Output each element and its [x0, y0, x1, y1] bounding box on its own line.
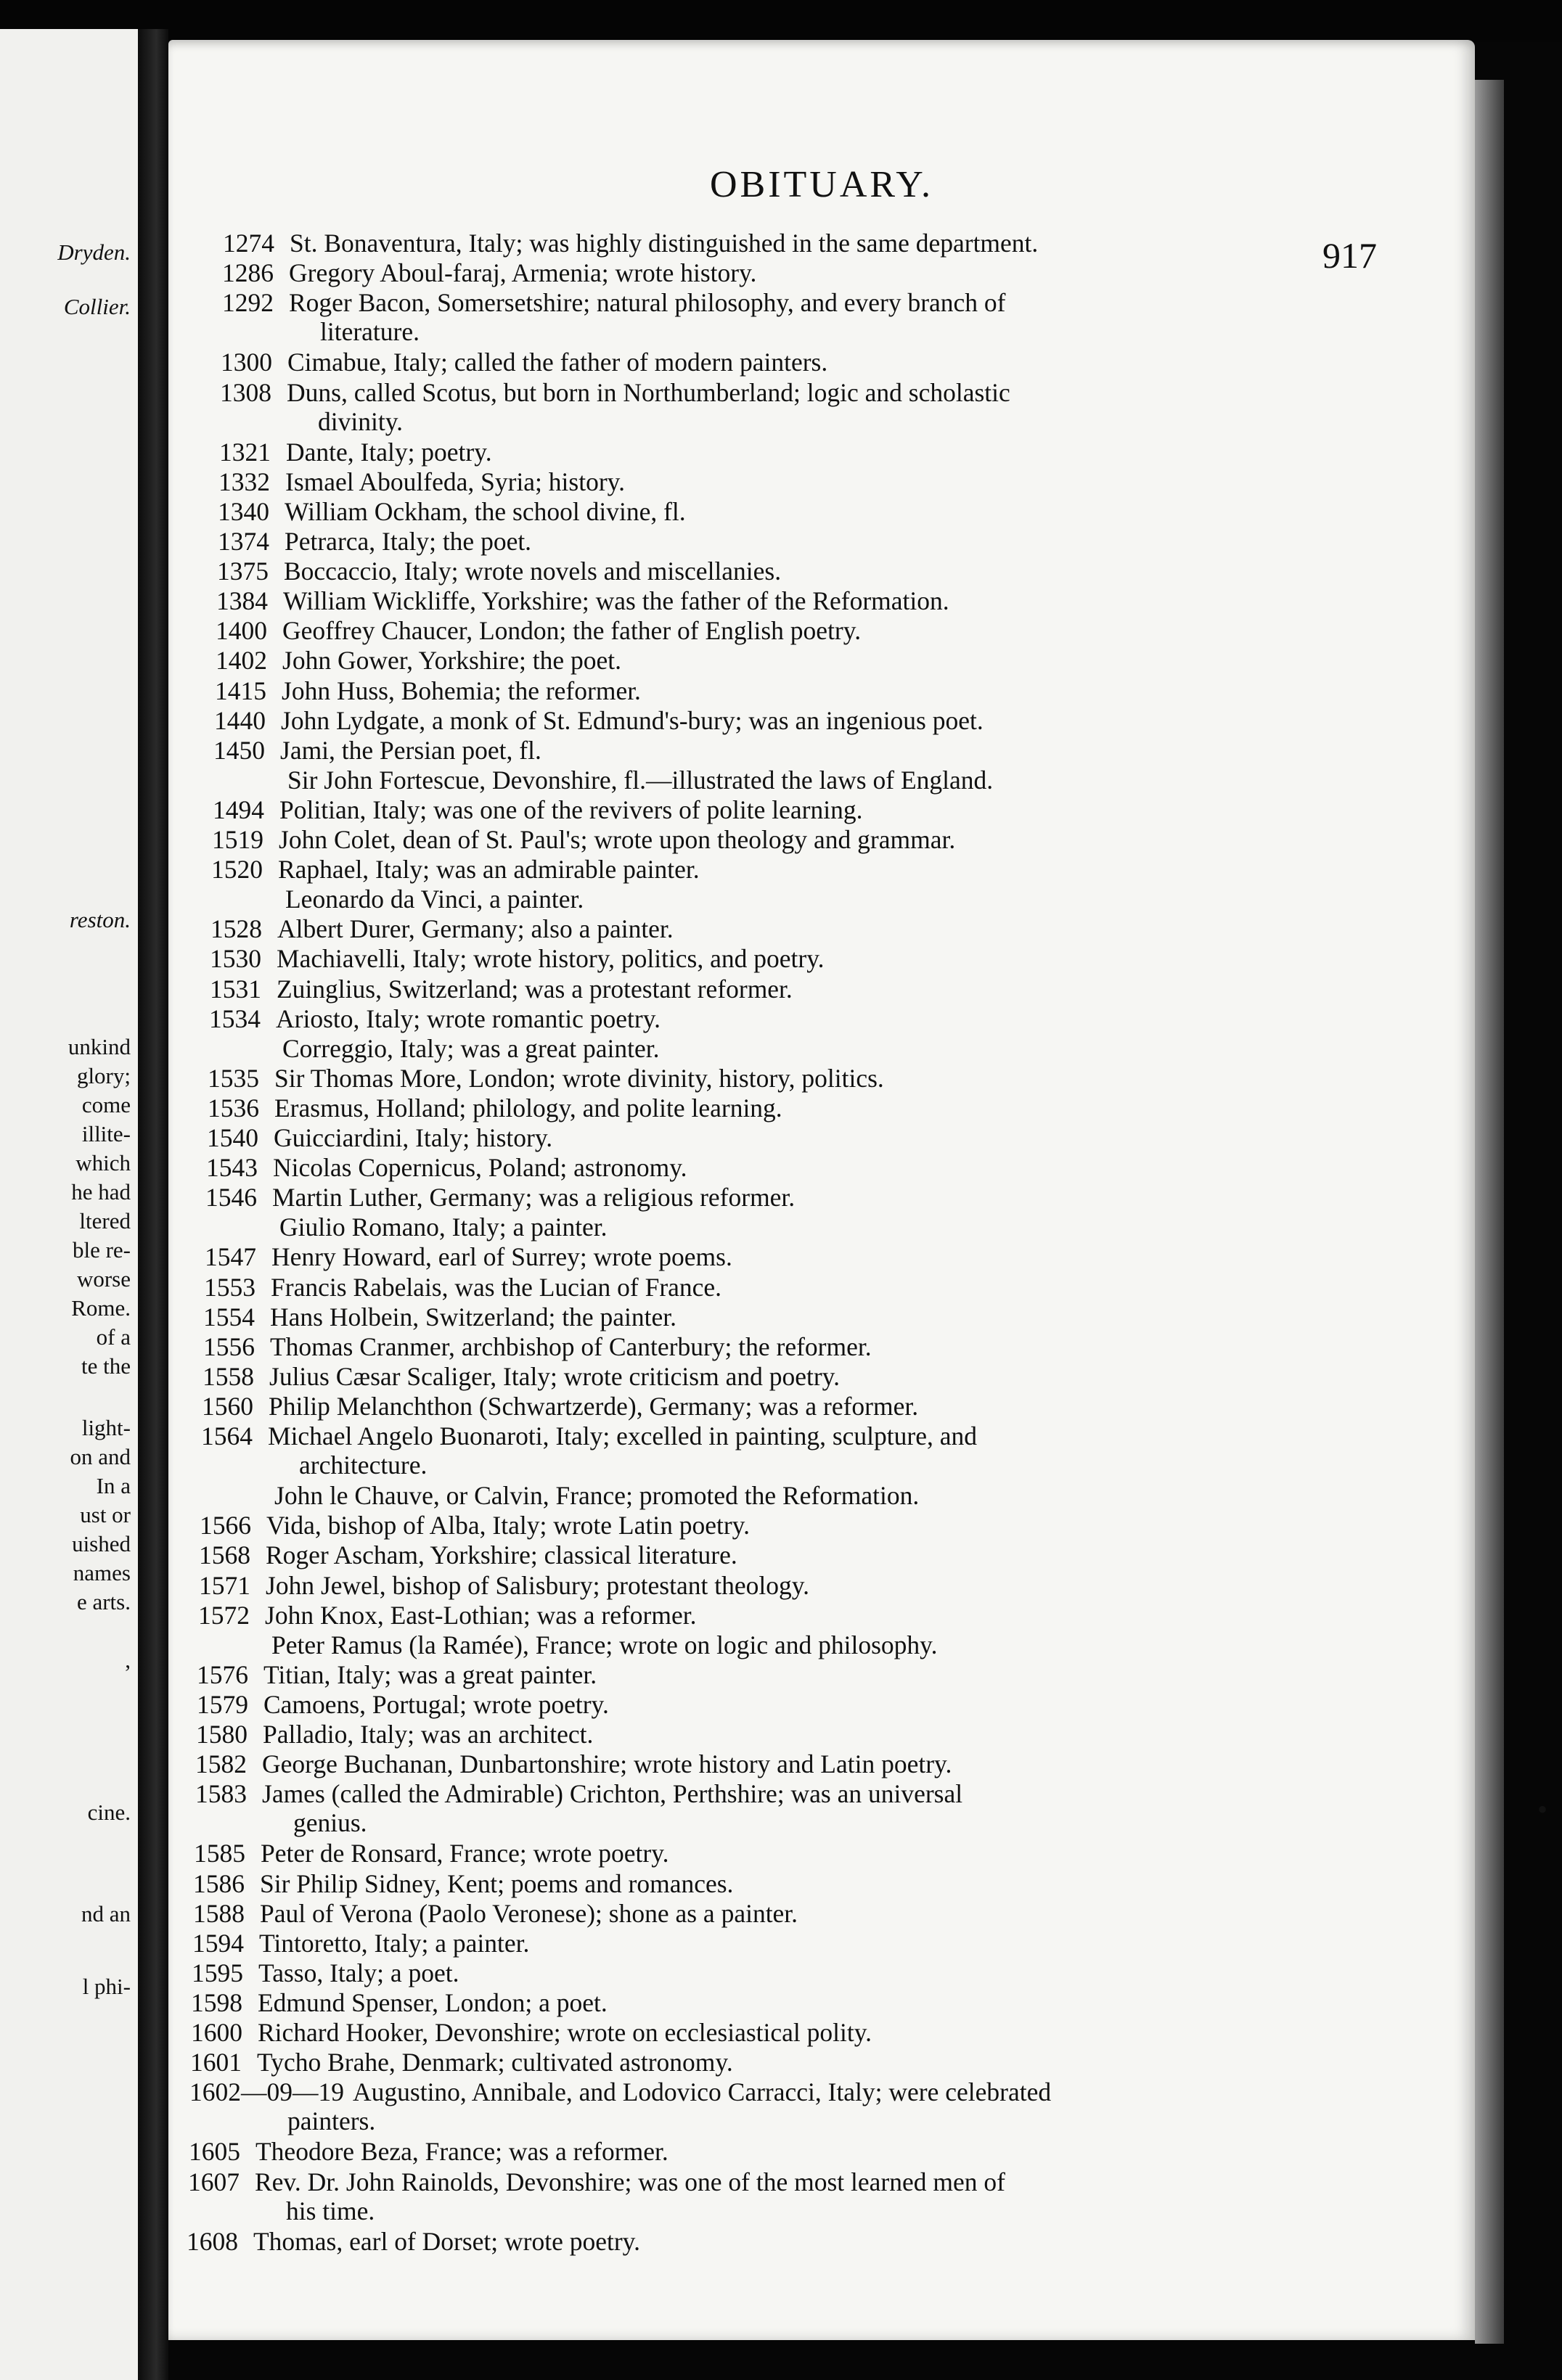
obituary-entry: [190, 2048, 733, 2077]
obituary-entry: [213, 766, 993, 795]
obituary-entry: [191, 1988, 608, 2017]
entry-year: 1494: [213, 795, 264, 824]
obituary-entry: [200, 1511, 750, 1540]
entry-year: 1321: [219, 437, 271, 467]
obituary-entry: [202, 1392, 918, 1421]
obituary-entry: [197, 1690, 609, 1719]
facing-page-fragment: uished: [72, 1531, 131, 1556]
obituary-entry: [212, 825, 955, 854]
entry-text: Theodore Beza, France; was a reformer.: [255, 2137, 668, 2167]
entry-text: Dante, Italy; poetry.: [286, 437, 492, 467]
entry-text: Sir John Fortescue, Devonshire, fl.—illustrated the laws of England.: [287, 765, 994, 795]
facing-page-fragment: ltered: [79, 1208, 131, 1234]
obituary-entry: [199, 1571, 809, 1600]
entry-year: 1585: [194, 1839, 245, 1868]
entry-text: Julius Cæsar Scaliger, Italy; wrote criticism and poetry.: [269, 1361, 840, 1391]
entry-text: Guicciardini, Italy; history.: [274, 1123, 553, 1152]
entry-text: Philip Melanchthon (Schwartzerde), Germany; was a reformer.: [269, 1391, 919, 1421]
obituary-entry: [209, 1004, 661, 1033]
entry-year: 1571: [199, 1570, 250, 1600]
facing-page-fragment: Rome.: [71, 1295, 131, 1321]
obituary-entry: [216, 646, 621, 675]
entry-year: 1402: [216, 646, 267, 676]
obituary-entry: [193, 1899, 798, 1928]
obituary-entry: [194, 1839, 669, 1868]
entry-text: Peter Ramus (la Ramée), France; wrote on logic and philosophy.: [271, 1630, 938, 1659]
entry-continuation: literature.: [320, 317, 420, 347]
entry-text: William Ockham, the school divine, fl.: [285, 496, 686, 526]
book-gutter: [138, 29, 168, 2380]
entry-text: Roger Bacon, Somersetshire; natural philosophy, and every branch of: [289, 288, 1006, 318]
facing-page-fragment: e arts.: [76, 1589, 131, 1614]
entry-text: John Knox, East-Lothian; was a reformer.: [265, 1600, 697, 1630]
entry-text: Ariosto, Italy; wrote romantic poetry.: [276, 1004, 661, 1033]
entry-year: 1586: [193, 1868, 245, 1898]
facing-page-fragment: In a: [96, 1473, 131, 1498]
entry-text: George Buchanan, Dunbartonshire; wrote history and Latin poetry.: [262, 1749, 952, 1779]
obituary-entry: [217, 557, 781, 586]
scan-top-band: [0, 0, 1562, 42]
entry-year: 1530: [210, 944, 261, 974]
facing-page-fragment: names: [73, 1560, 131, 1585]
entry-year: 1535: [208, 1063, 259, 1093]
obituary-entry: [210, 914, 674, 943]
obituary-entry: [203, 1302, 676, 1331]
facing-page-fragment: reston.: [69, 907, 131, 932]
entry-year: 1595: [192, 1958, 243, 1987]
entry-text: John Jewel, bishop of Salisbury; protestant theology.: [266, 1570, 810, 1600]
entry-text: James (called the Admirable) Crichton, Perthshire; was an universal: [262, 1779, 963, 1809]
entry-text: Camoens, Portugal; wrote poetry.: [263, 1689, 609, 1719]
entry-text: John Gower, Yorkshire; the poet.: [282, 646, 621, 676]
obituary-entry: [188, 2167, 1005, 2225]
facing-page-fragment: Dryden.: [57, 239, 131, 265]
entry-year: 1553: [204, 1272, 255, 1302]
obituary-entry: [210, 944, 825, 973]
facing-page-fragment: ,: [125, 1647, 131, 1673]
obituary-entry: [220, 378, 1010, 436]
entry-text: Albert Durer, Germany; also a painter.: [277, 914, 674, 944]
entry-text: Tycho Brahe, Denmark; cultivated astronomy.: [257, 2048, 733, 2077]
facing-page-fragment: cine.: [87, 1800, 131, 1825]
facing-page-fragment: light-: [81, 1415, 131, 1440]
obituary-entry: [196, 1720, 593, 1749]
obituary-entry: [218, 467, 625, 496]
facing-page-fragment: worse: [76, 1266, 131, 1292]
entry-year: 1400: [216, 616, 267, 646]
obituary-entry: [201, 1421, 977, 1480]
entry-text: John Huss, Bohemia; the reformer.: [282, 676, 641, 705]
entry-continuation: his time.: [286, 2196, 375, 2225]
obituary-entry: [189, 2077, 1051, 2135]
entry-year: 1576: [197, 1659, 248, 1689]
entry-text: St. Bonaventura, Italy; was highly distinguished in the same department.: [290, 229, 1039, 258]
entry-year: 1583: [195, 1779, 247, 1809]
obituary-entry: [206, 1153, 687, 1182]
facing-page-fragment: which: [75, 1150, 131, 1175]
facing-page-fragment: ble re-: [72, 1237, 131, 1263]
entry-text: Peter de Ronsard, France; wrote poetry.: [261, 1839, 669, 1868]
entry-text: Nicolas Copernicus, Poland; astronomy.: [273, 1153, 687, 1183]
page-stack-edge: [1475, 80, 1504, 2344]
obituary-entry: [218, 497, 686, 526]
obituary-entry: [200, 1481, 919, 1510]
entry-text: Petrarca, Italy; the poet.: [285, 527, 532, 556]
obituary-entry: [204, 1273, 721, 1302]
entry-year: 1534: [209, 1004, 261, 1033]
entry-text: Ismael Aboulfeda, Syria; history.: [285, 467, 625, 496]
page-title: OBITUARY.: [709, 164, 934, 205]
obituary-entry: [203, 1332, 872, 1361]
obituary-entry: [192, 1929, 529, 1958]
entry-year: 1415: [215, 676, 266, 705]
obituary-entry: [205, 1212, 608, 1242]
entry-year: 1384: [216, 586, 268, 616]
entry-year: 1375: [217, 557, 269, 586]
entry-year: 1601: [190, 2048, 242, 2077]
obituary-entry: [208, 1093, 782, 1123]
entry-text: Hans Holbein, Switzerland; the painter.: [270, 1302, 676, 1331]
entry-text: Leonardo da Vinci, a painter.: [285, 885, 584, 914]
facing-page-fragment: te the: [81, 1353, 131, 1379]
entry-text: Michael Angelo Buonaroti, Italy; excelled in painting, sculpture, and: [268, 1421, 977, 1450]
facing-page-fragment: of a: [96, 1324, 131, 1350]
entry-text: John Colet, dean of St. Paul's; wrote upon theology and grammar.: [279, 825, 956, 854]
entry-text: Richard Hooker, Devonshire; wrote on ecclesiastical polity.: [258, 2018, 872, 2047]
obituary-entry: [208, 1034, 660, 1063]
obituary-entry: [199, 1540, 737, 1569]
entry-year: 1602—09—19: [189, 2077, 344, 2107]
obituary-entry: [216, 616, 861, 645]
entry-year: 1528: [210, 914, 262, 944]
entry-text: Tintoretto, Italy; a painter.: [259, 1928, 530, 1958]
entry-year: 1519: [212, 825, 263, 854]
entry-text: Titian, Italy; was a great painter.: [263, 1659, 597, 1689]
obituary-entry: [187, 2227, 640, 2256]
entry-year: 1546: [205, 1183, 257, 1212]
obituary-entry: [208, 1064, 884, 1093]
facing-page-fragment: on and: [70, 1444, 131, 1469]
obituary-entry: [191, 2018, 872, 2047]
entry-year: 1598: [191, 1987, 242, 2017]
entry-year: 1286: [222, 258, 274, 288]
facing-page-fragment: Collier.: [63, 294, 131, 319]
obituary-entry: [221, 348, 827, 377]
entry-text: Zuinglius, Switzerland; was a protestant reformer.: [277, 974, 793, 1004]
obituary-entry: [192, 1958, 459, 1987]
obituary-entry: [214, 706, 984, 735]
entry-year: 1531: [210, 974, 261, 1004]
entry-continuation: genius.: [293, 1808, 367, 1838]
entry-text: Gregory Aboul-faraj, Armenia; wrote history.: [289, 258, 757, 288]
obituary-entry: [213, 795, 862, 824]
obituary-entry: [198, 1601, 696, 1630]
entry-text: Machiavelli, Italy; wrote history, politics, and poetry.: [277, 944, 825, 974]
obituary-entry: [222, 288, 1005, 346]
obituary-entry: [205, 1242, 732, 1271]
entry-text: Paul of Verona (Paolo Veronese); shone as a painter.: [260, 1898, 798, 1928]
entry-year: 1332: [218, 467, 270, 496]
entry-year: 1558: [203, 1361, 254, 1391]
entry-text: Vida, bishop of Alba, Italy; wrote Latin poetry.: [266, 1511, 750, 1540]
facing-page-edge: [0, 29, 138, 2380]
entry-text: Sir Philip Sidney, Kent; poems and romances.: [260, 1868, 734, 1898]
entry-text: Thomas, earl of Dorset; wrote poetry.: [253, 2226, 640, 2256]
entry-text: Geoffrey Chaucer, London; the father of English poetry.: [282, 616, 862, 646]
obituary-entry: [193, 1869, 733, 1898]
entry-text: Correggio, Italy; was a great painter.: [282, 1033, 660, 1063]
entry-year: 1560: [202, 1391, 253, 1421]
entry-year: 1579: [197, 1689, 248, 1719]
obituary-entry: [210, 974, 793, 1004]
entry-text: Cimabue, Italy; called the father of modern painters.: [287, 348, 828, 377]
entry-text: Palladio, Italy; was an architect.: [263, 1720, 594, 1749]
entry-year: 1340: [218, 496, 269, 526]
facing-page-fragment: nd an: [81, 1901, 131, 1926]
facing-page-fragment: glory;: [76, 1063, 131, 1088]
entry-year: 1566: [200, 1511, 251, 1540]
entry-text: William Wickliffe, Yorkshire; was the father of the Reformation.: [283, 586, 949, 616]
obituary-entry: [189, 2137, 668, 2166]
entry-text: Roger Ascham, Yorkshire; classical literature.: [266, 1540, 737, 1570]
entry-year: 1547: [205, 1242, 256, 1272]
obituary-entry: [222, 258, 756, 287]
entry-year: 1440: [214, 705, 266, 735]
entry-year: 1607: [188, 2167, 240, 2196]
entry-continuation: architecture.: [299, 1450, 428, 1480]
entry-year: 1572: [198, 1600, 250, 1630]
entry-text: Rev. Dr. John Rainolds, Devonshire; was one of the most learned men of: [255, 2167, 1005, 2196]
entry-year: 1308: [220, 377, 271, 407]
obituary-entry: [197, 1630, 938, 1659]
facing-page-fragment: unkind: [68, 1034, 131, 1059]
entry-text: Thomas Cranmer, archbishop of Canterbury; the reformer.: [270, 1331, 872, 1361]
entry-text: Martin Luther, Germany; was a religious reformer.: [272, 1183, 796, 1212]
entry-text: John Lydgate, a monk of St. Edmund's-bury; was an ingenious poet.: [281, 705, 984, 735]
facing-page-fragment: l phi-: [82, 1974, 131, 1999]
entry-year: 1274: [223, 229, 274, 258]
entry-year: 1594: [192, 1928, 244, 1958]
entry-year: 1292: [222, 288, 274, 318]
entry-year: 1600: [191, 2018, 242, 2047]
obituary-entry: [219, 438, 492, 467]
page-number: 917: [1322, 235, 1377, 276]
entry-year: 1374: [218, 527, 269, 556]
obituary-entry: [195, 1779, 962, 1837]
entry-year: 1605: [189, 2137, 240, 2167]
obituary-entry: [195, 1749, 952, 1778]
obituary-entry: [218, 527, 531, 556]
entry-text: Francis Rabelais, was the Lucian of France.: [271, 1272, 722, 1302]
entry-text: Jami, the Persian poet, fl.: [280, 735, 541, 765]
entry-text: Duns, called Scotus, but born in Northumberland; logic and scholastic: [287, 377, 1010, 407]
entry-year: 1568: [199, 1540, 250, 1570]
obituary-entry: [203, 1362, 840, 1391]
entry-year: 1582: [195, 1749, 247, 1779]
entry-year: 1580: [196, 1720, 248, 1749]
facing-page-fragment: he had: [71, 1179, 131, 1205]
entry-text: Giulio Romano, Italy; a painter.: [279, 1212, 608, 1242]
entry-text: Boccaccio, Italy; wrote novels and miscellanies.: [284, 557, 782, 586]
obituary-entry: [223, 229, 1038, 258]
facing-page-fragment: ust or: [80, 1502, 131, 1527]
entry-year: 1554: [203, 1302, 255, 1331]
entry-year: 1536: [208, 1093, 259, 1123]
entry-text: Sir Thomas More, London; wrote divinity, history, politics.: [274, 1063, 884, 1093]
entry-year: 1543: [206, 1153, 258, 1183]
obituary-entry: [215, 676, 641, 705]
entry-text: Tasso, Italy; a poet.: [258, 1958, 459, 1987]
obituary-entry: [205, 1183, 795, 1212]
facing-page-fragment: come: [81, 1092, 131, 1117]
entry-continuation: painters.: [287, 2106, 376, 2136]
entry-text: Erasmus, Holland; philology, and polite learning.: [274, 1093, 782, 1123]
obituary-entry: [207, 1123, 552, 1152]
stray-mark: •: [1537, 1793, 1548, 1826]
entry-year: 1300: [221, 348, 272, 377]
entry-text: Henry Howard, earl of Surrey; wrote poems.: [271, 1242, 732, 1272]
entry-continuation: divinity.: [318, 406, 404, 436]
entry-year: 1540: [207, 1123, 258, 1152]
entry-year: 1588: [193, 1898, 245, 1928]
entry-year: 1608: [187, 2226, 238, 2256]
obituary-entry: [216, 586, 949, 615]
obituary-entry: [213, 736, 541, 765]
entry-year: 1556: [203, 1331, 255, 1361]
obituary-entry: [197, 1660, 597, 1689]
obituary-entry: [211, 855, 700, 884]
entry-year: 1450: [213, 735, 265, 765]
entry-year: 1520: [211, 855, 263, 885]
obituary-entry: [211, 885, 584, 914]
entry-text: Politian, Italy; was one of the revivers of polite learning.: [279, 795, 863, 824]
book-page: [168, 40, 1475, 2340]
facing-page-fragment: illite-: [81, 1121, 131, 1146]
entry-text: Augustino, Annibale, and Lodovico Carracci, Italy; were celebrated: [353, 2077, 1052, 2107]
entry-text: Raphael, Italy; was an admirable painter.: [278, 855, 700, 885]
entry-text: John le Chauve, or Calvin, France; promoted the Reformation.: [274, 1481, 920, 1511]
entry-year: 1564: [201, 1421, 253, 1450]
entry-text: Edmund Spenser, London; a poet.: [258, 1987, 608, 2017]
